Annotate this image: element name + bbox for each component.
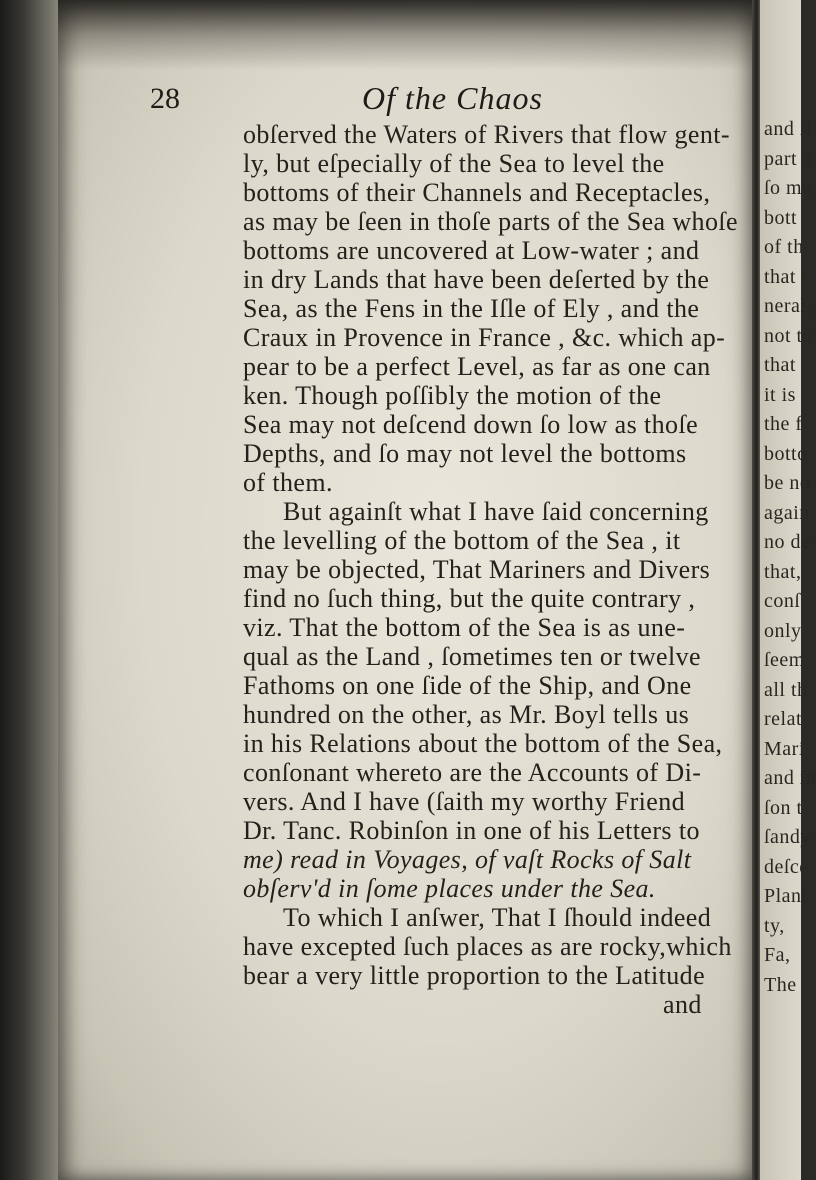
facing-page-fragment: the f [764,413,803,435]
text-line: Fathoms on one ſide of the Ship, and One [243,671,692,700]
facing-page-fragment: of th [764,236,804,258]
text-line: ken. Though poſſibly the motion of the [243,381,662,410]
facing-page-fragment: bott [764,206,798,229]
book-gutter [752,0,760,1180]
text-line: To which I anſwer, That I ſhould indeed [283,903,712,932]
facing-page-fragment: again [764,501,810,524]
facing-page-fragment: botto [764,442,808,465]
text-line: the levelling of the bottom of the Sea , it [243,526,681,555]
facing-page-fragment: that [764,354,796,376]
facing-page-fragment: no de [764,531,811,553]
facing-page-fragment: ſandy [764,826,811,848]
facing-page-fragment: ſo mu [764,177,813,199]
text-line: Depths, and ſo may not level the bottoms [243,439,687,468]
text-line: viz. That the bottom of the Sea is as une- [243,613,686,642]
facing-page-fragment: only [764,619,802,642]
facing-page-fragment: Fa, [764,944,791,966]
facing-page-fragment: Mari [764,737,805,760]
text-line: Sea may not deſcend down ſo low as thoſe [243,410,699,439]
text-line: obſerved the Waters of Rivers that flow gent- [243,120,730,149]
text-line: vers. And I have (ſaith my worthy Friend [243,787,686,816]
page-shadow [58,0,753,70]
text-line: find no ſuch thing, but the quite contrary , [243,584,696,613]
text-line: qual as the Land , ſometimes ten or twelve [243,642,701,671]
text-line: in his Relations about the bottom of the Sea, [243,729,723,758]
page-number: 28 [150,82,180,115]
facing-page-fragment: Plant [764,885,808,907]
facing-page-fragment: not to [764,324,814,347]
text-line: Craux in Provence in France , &c. which ap- [243,323,726,352]
book-left-edge [0,0,60,1180]
facing-page-fragment: ſeem [764,649,805,671]
facing-page-fragment: ſon t [764,796,803,819]
text-line: obſerv'd in ſome places under the Sea. [243,874,656,903]
facing-page-fragment: all th [764,678,808,701]
running-head: Of the Chaos [362,80,543,116]
facing-page [760,0,816,1180]
facing-page-fragment: be no [764,472,811,494]
facing-page-fragment: The [764,973,797,996]
facing-page-fragment: that, [764,560,802,583]
text-line: Sea, as the Fens in the Iſle of Ely , and the [243,294,700,323]
facing-page-fragment: and ſi [764,118,812,140]
text-line: pear to be a perfect Level, as far as one can [243,352,711,381]
text-line: Dr. Tanc. Robinſon in one of his Letters to [243,816,700,845]
text-line: of them. [243,468,333,497]
facing-page-fragment: and in [764,767,816,789]
body-text [243,120,753,1019]
text-line: conſonant whereto are the Accounts of Di- [243,758,702,787]
facing-page-fragment: deſce [764,855,809,878]
text-line: as may be ſeen in thoſe parts of the Sea whoſe [243,207,738,236]
text-line: hundred on the other, as Mr. Boyl tells us [243,700,690,729]
text-line: bottoms of their Channels and Receptacles, [243,178,711,207]
text-line: ly, but eſpecially of the Sea to level the [243,149,665,178]
facing-page-fragment: that l [764,265,808,288]
text-line: have excepted ſuch places as are rocky,which [243,932,732,961]
catchword: and [663,990,702,1019]
facing-page-fragment: relat [764,708,803,730]
facing-page-fragment: conſ [764,590,801,612]
facing-page-fragment: neral, [764,295,812,317]
text-line: bottoms are uncovered at Low-water ; and [243,236,700,265]
text-line: But againſt what I have ſaid concerning [283,497,709,526]
text-line: in dry Lands that have been deſerted by the [243,265,710,294]
facing-page-fragment: ty, [764,914,785,937]
text-line: bear a very little proportion to the Latitude [243,961,706,990]
text-line: may be objected, That Mariners and Divers [243,555,711,584]
facing-page-fragment: part o [764,147,814,170]
facing-page-fragment: it is [764,383,796,406]
text-line: me) read in Voyages, of vaſt Rocks of Salt [243,845,692,874]
